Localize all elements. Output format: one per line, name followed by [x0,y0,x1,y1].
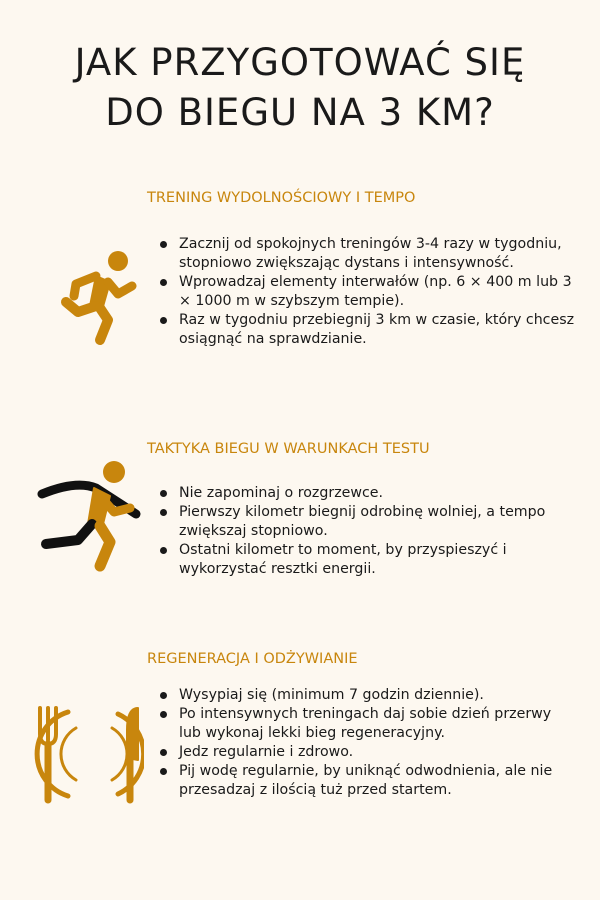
training-bullet-list [155,235,575,349]
runner-finish-line-icon [36,458,146,578]
list-item: Wysypiaj się (minimum 7 godzin dziennie). [155,686,575,705]
list-item: Zacznij od spokojnych treningów 3-4 razy w tygodniu, stopniowo zwiększając dystans i intensywność. [155,235,575,273]
list-item: Po intensywnych treningach daj sobie dzień przerwy lub wykonaj lekki bieg regeneracyjny. [155,705,575,743]
list-item: Nie zapominaj o rozgrzewce. [155,484,575,503]
recovery-bullet-list [155,686,575,800]
section-heading-tactics: TAKTYKA BIEGU W WARUNKACH TESTU [147,441,430,457]
list-item: Pij wodę regularnie, by uniknąć odwodnienia, ale nie przesadzaj z ilością tuż przed startem. [155,762,575,800]
page-title-line-2: DO BIEGU NA 3 KM? [105,91,495,134]
page-title-line-1: JAK PRZYGOTOWAĆ SIĘ [74,41,526,84]
running-person-icon [52,248,142,348]
list-item: Pierwszy kilometr biegnij odrobinę wolniej, a tempo zwiększaj stopniowo. [155,503,575,541]
page-title [0,38,600,138]
section-heading-recovery: REGENERACJA I ODŻYWIANIE [147,651,358,667]
list-item: Ostatni kilometr to moment, by przyspieszyć i wykorzystać resztki energii. [155,541,575,579]
list-item: Raz w tygodniu przebiegnij 3 km w czasie, który chcesz osiągnąć na sprawdzianie. [155,311,575,349]
list-item: Wprowadzaj elementy interwałów (np. 6 × 400 m lub 3 × 1000 m w szybszym tempie). [155,273,575,311]
section-heading-training: TRENING WYDOLNOŚCIOWY I TEMPO [147,190,416,206]
list-item: Jedz regularnie i zdrowo. [155,743,575,762]
plate-fork-knife-icon [34,700,144,810]
tactics-bullet-list [155,484,575,579]
